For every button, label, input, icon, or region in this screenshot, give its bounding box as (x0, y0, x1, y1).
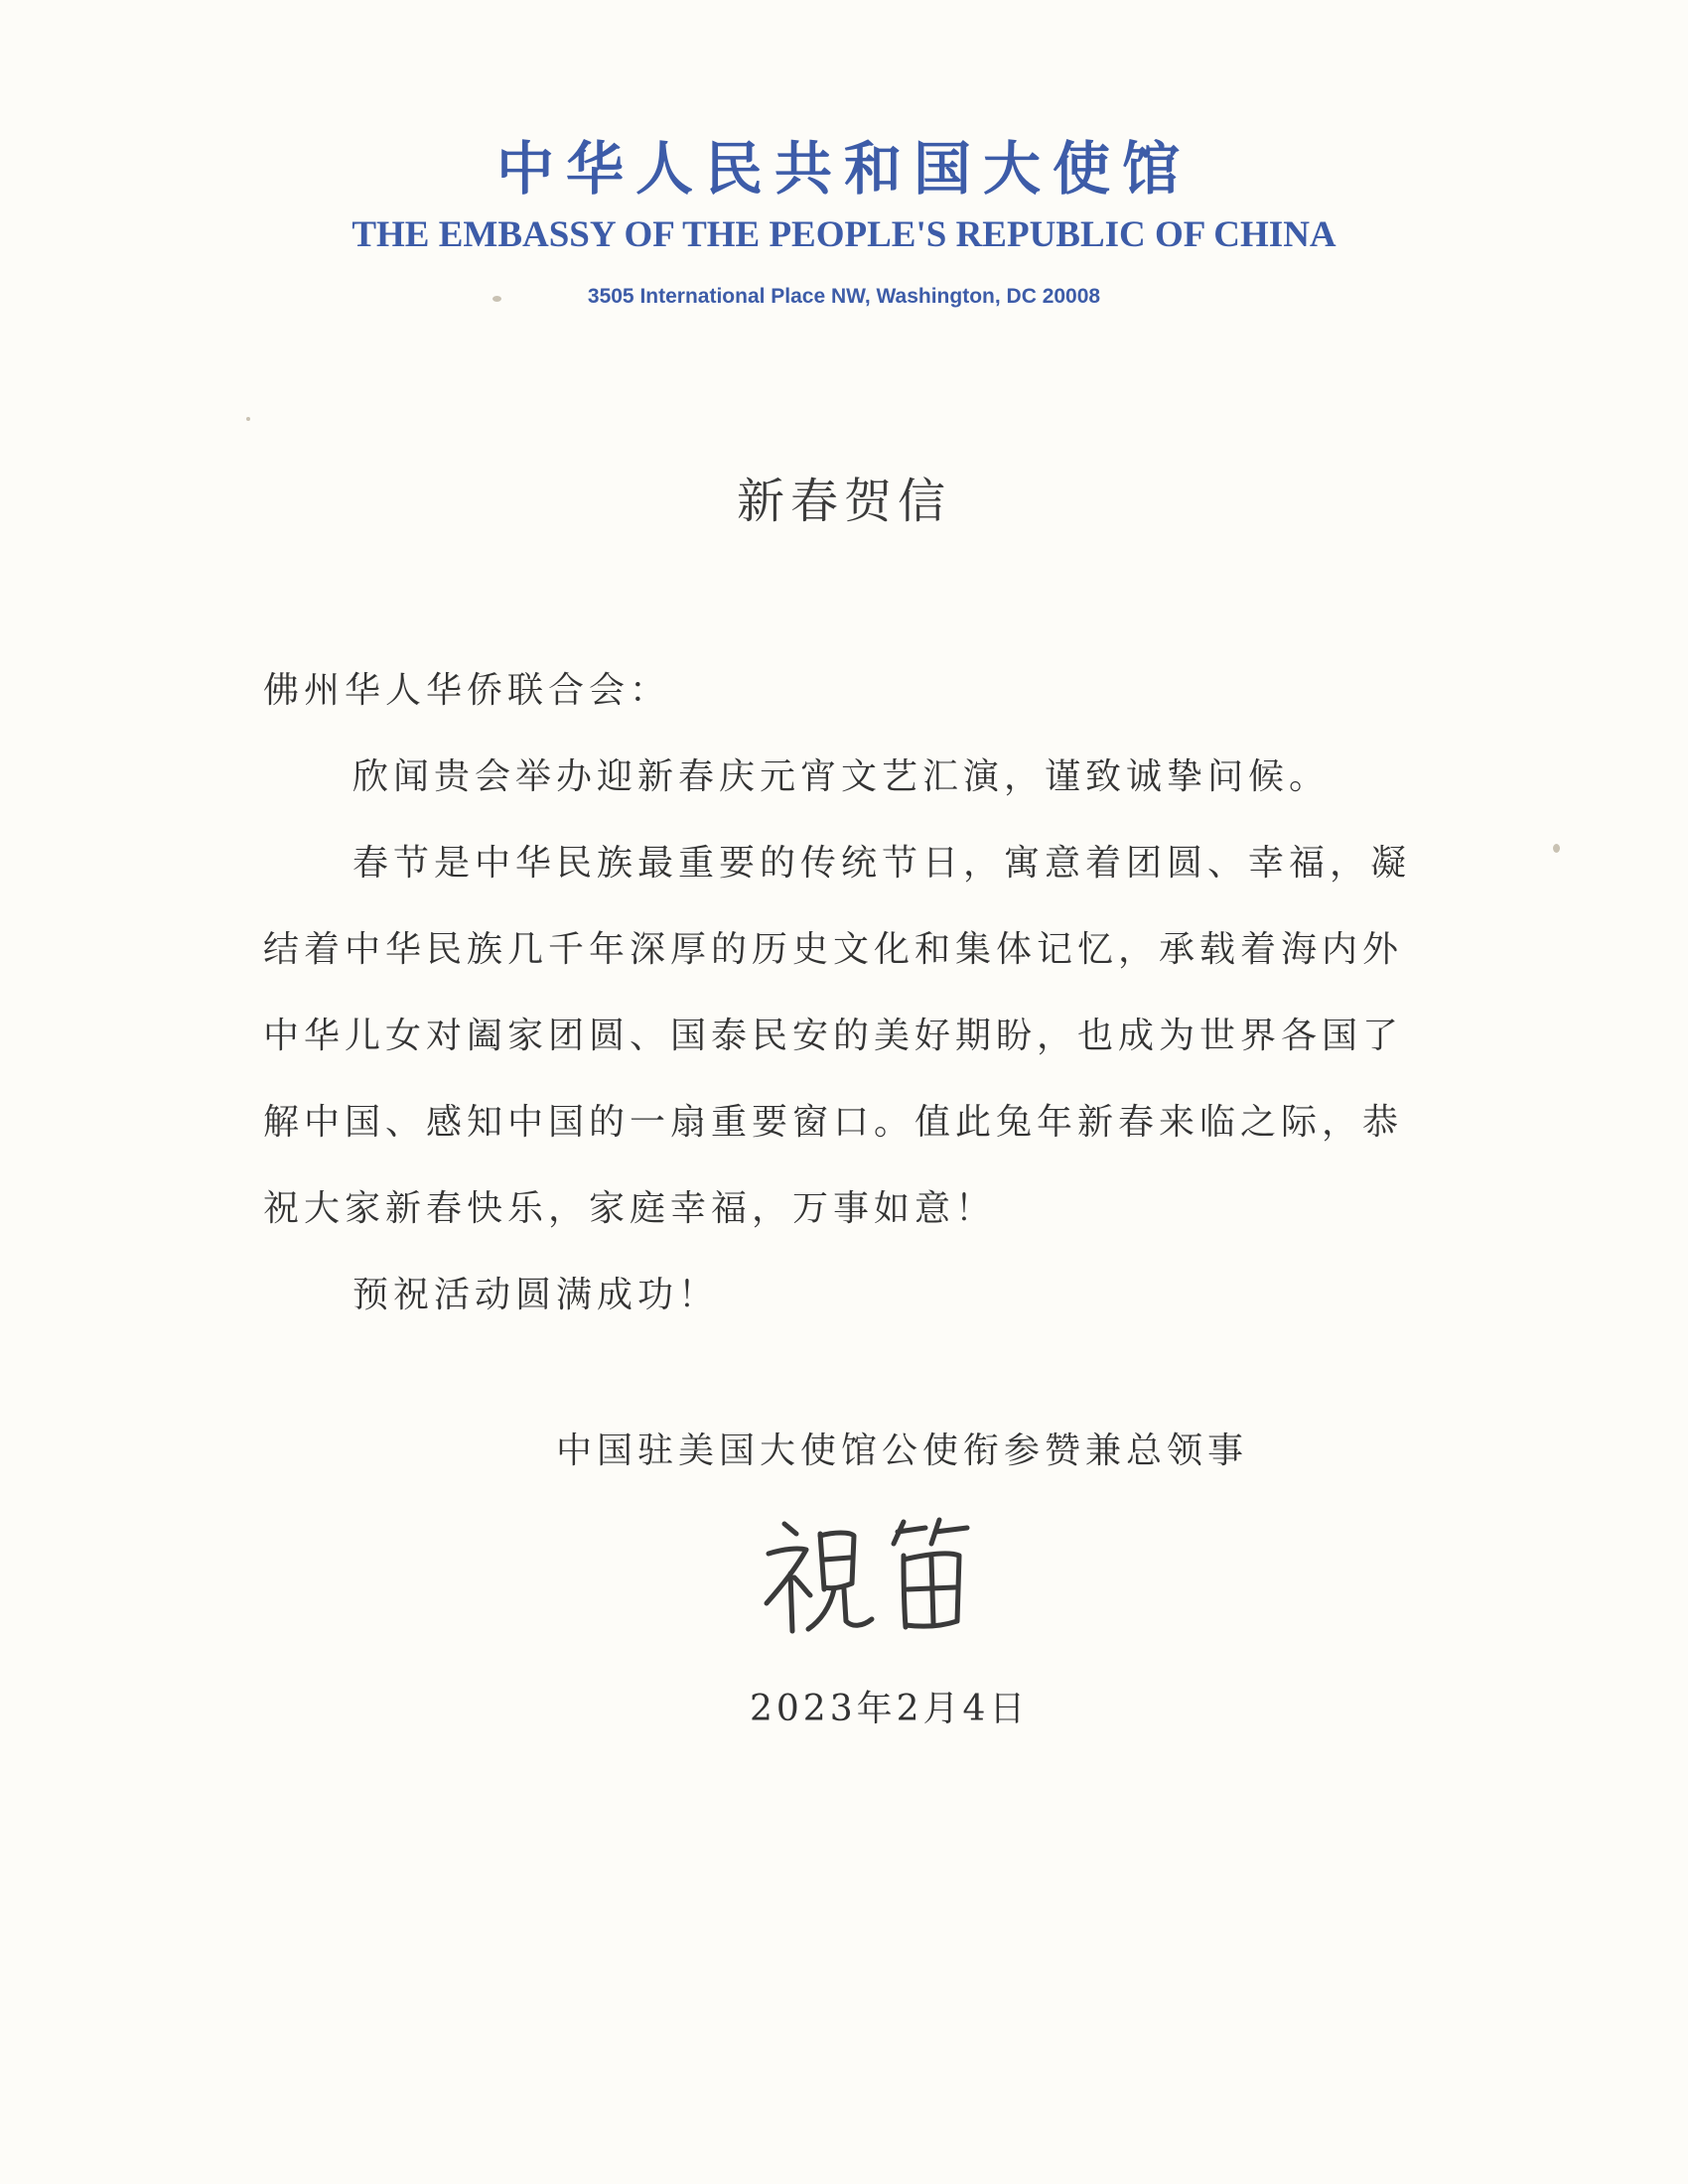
embassy-chinese-name: 中华人民共和国大使馆 (495, 135, 1192, 203)
salutation: 佛州华人华侨联合会： (263, 670, 671, 711)
handwritten-signature (755, 1504, 1013, 1643)
letter-body (263, 647, 1425, 1338)
body-paragraph: 预祝活动圆满成功！ (352, 1275, 720, 1315)
body-paragraph: 春节是中华民族最重要的传统节日，寓意着团圆、幸福，凝结着中华民族几千年深厚的历史文化和集体记忆，承载着海内外中华儿女对阖家团圆、国泰民安的美好期盼，也成为世界各国了解中国、感知中国的一扇重要窗口。值此兔年新春来临之际，恭祝大家新春快乐，家庭幸福，万事如意！ (263, 843, 1412, 1229)
letter-title: 新春贺信 (736, 474, 951, 529)
body-paragraph: 欣闻贵会举办迎新春庆元宵文艺汇演，谨致诚挚问候。 (352, 756, 1331, 797)
embassy-english-name: THE EMBASSY OF THE PEOPLE'S REPUBLIC OF CHINA (352, 214, 1336, 255)
paper-speck (1553, 844, 1560, 853)
paper-speck (246, 417, 250, 421)
signer-title: 中国驻美国大使馆公使衔参赞兼总领事 (556, 1431, 1249, 1471)
letterhead (0, 129, 1688, 312)
letter-date: 2023年2月4日 (750, 1689, 1030, 1729)
embassy-address: 3505 International Place NW, Washington, DC 20008 (587, 285, 1101, 308)
